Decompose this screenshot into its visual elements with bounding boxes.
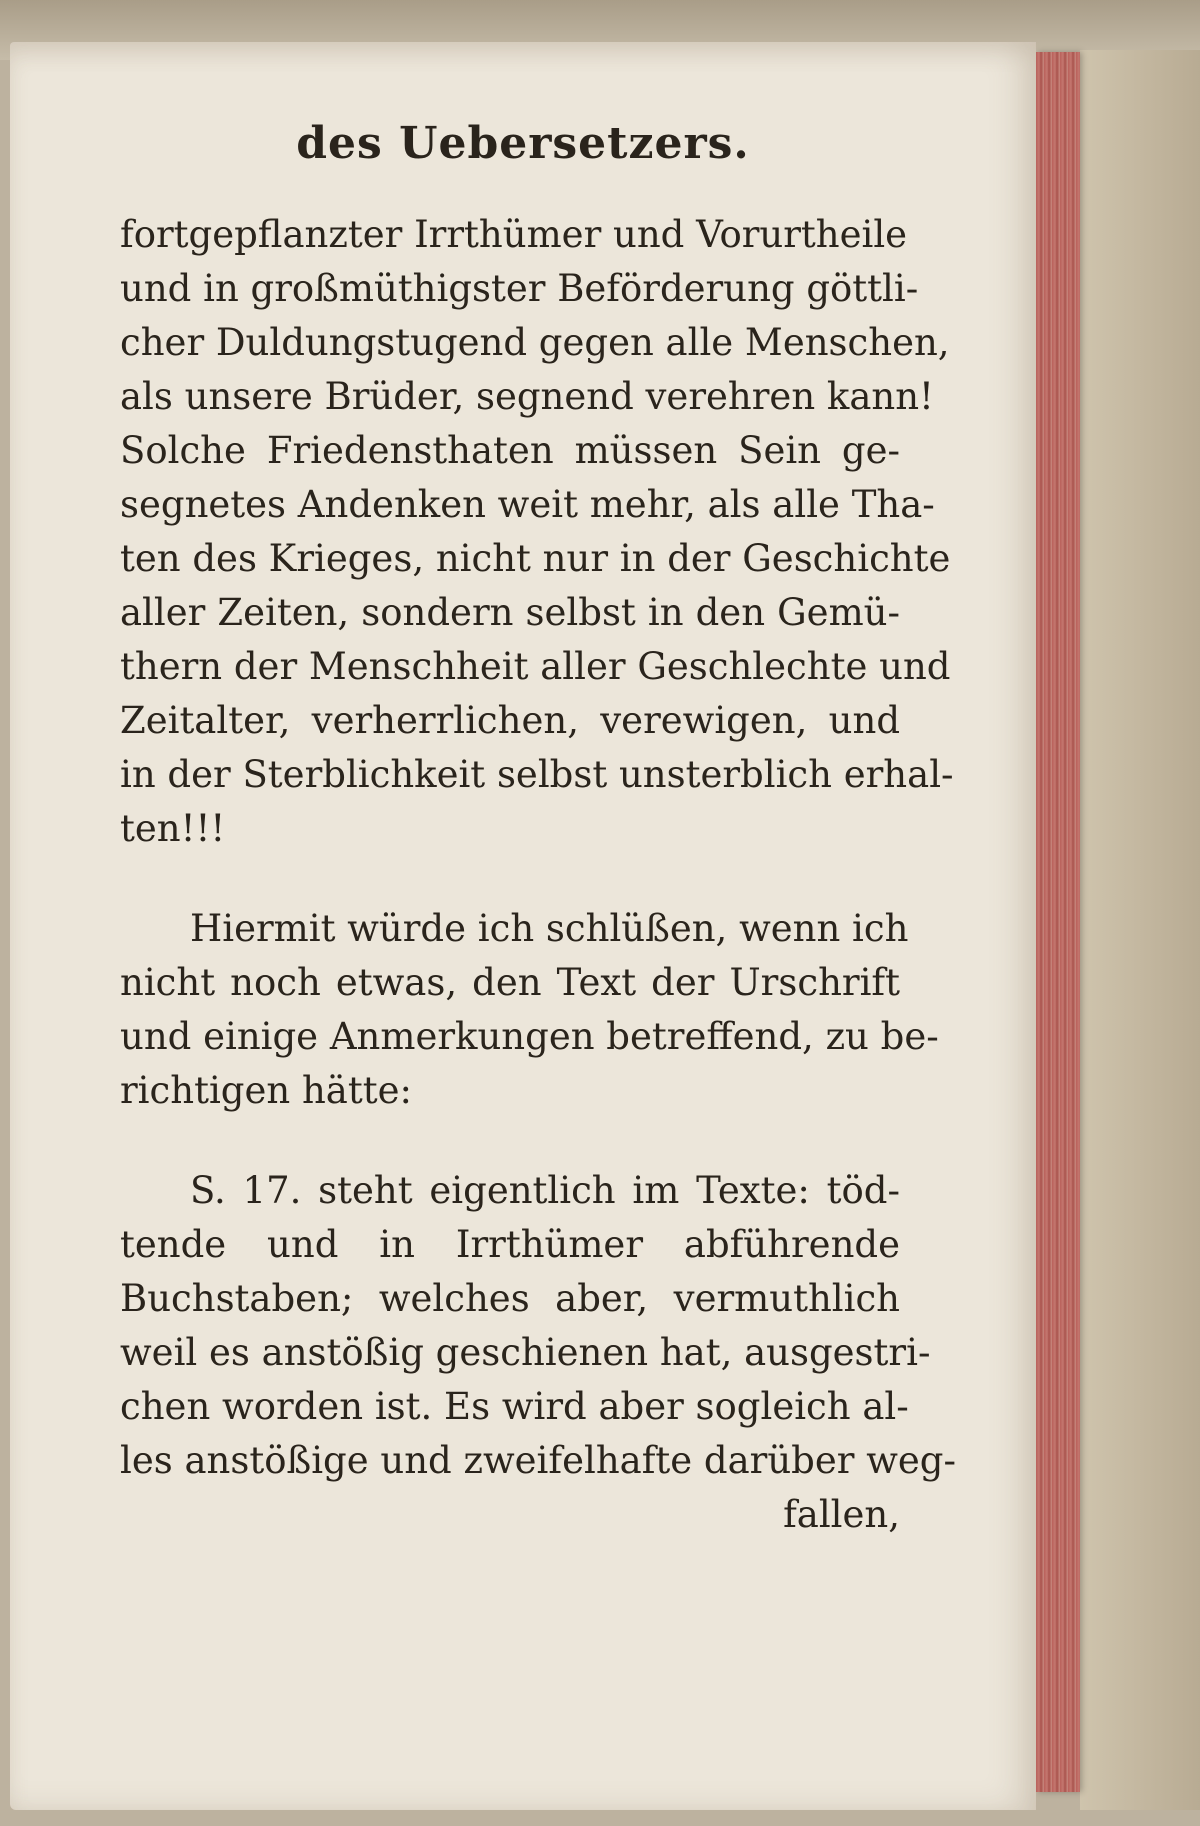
text-line: fallen,: [783, 1493, 900, 1536]
paragraph: [120, 902, 939, 1118]
text-line: Solche Friedensthaten müssen Sein ge-: [120, 429, 900, 472]
paragraph: [120, 208, 954, 856]
text-line: aller Zeiten, sondern selbst in den Gemü-: [120, 591, 900, 634]
text-line: ten des Krieges, nicht nur in der Geschichte: [120, 537, 951, 580]
text-line: ten!!!: [120, 807, 226, 850]
text-line: les anstößige und zweifelhafte darüber weg-: [120, 1439, 956, 1482]
text-line: Buchstaben; welches aber, vermuthlich: [120, 1277, 900, 1320]
paragraph-gap: [120, 1118, 900, 1164]
text-line: cher Duldungstugend gegen alle Menschen,: [120, 321, 950, 364]
text-line: weil es anstößig geschienen hat, ausgestri-: [120, 1331, 931, 1374]
text-line: richtigen hätte:: [120, 1069, 412, 1112]
paragraph: [120, 1164, 956, 1542]
running-head: des Uebersetzers.: [296, 118, 750, 169]
text-line: nicht noch etwas, den Text der Urschrift: [120, 961, 900, 1004]
text-line: fortgepflanzter Irrthümer und Vorurtheile: [120, 213, 908, 256]
book-cover-edge: [1080, 50, 1200, 1810]
text-line: thern der Menschheit aller Geschlechte und: [120, 645, 951, 688]
text-line: und einige Anmerkungen betreffend, zu be-: [120, 1015, 939, 1058]
text-line: Zeitalter, verherrlichen, verewigen, und: [120, 699, 900, 742]
text-line: als unsere Brüder, segnend verehren kann!: [120, 375, 934, 418]
text-line: segnetes Andenken weit mehr, als alle Tha-: [120, 483, 935, 526]
text-line: und in großmüthigster Beförderung göttli-: [120, 267, 919, 310]
paragraph-gap: [120, 856, 900, 902]
text-line: Hiermit würde ich schlüßen, wenn ich: [190, 907, 909, 950]
text-line: S. 17. steht eigentlich im Texte: töd-: [190, 1169, 900, 1212]
text-line: chen worden ist. Es wird aber sogleich al-: [120, 1385, 909, 1428]
text-line: tende und in Irrthümer abführende: [120, 1223, 900, 1266]
text-line: in der Sterblichkeit selbst unsterblich erhal-: [120, 753, 954, 796]
page-edges-red: [1036, 52, 1080, 1792]
body-text: [120, 208, 956, 1542]
